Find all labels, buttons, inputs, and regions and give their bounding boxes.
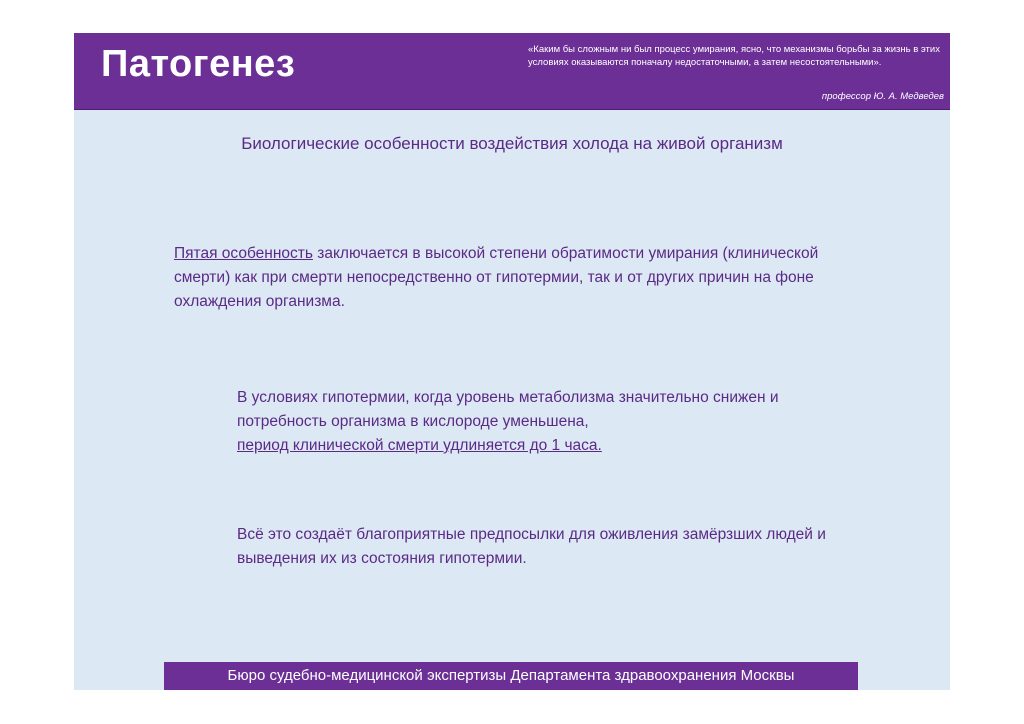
paragraph-conclusion: Всё это создаёт благоприятные предпосылки для оживления замёрзших людей и выведения их из состояния гипотермии.: [237, 526, 826, 567]
paragraph-fifth-feature: [174, 242, 854, 314]
hypothermia-text: В условиях гипотермии, когда уровень метаболизма значительно снижен и потребность организма в кислороде уменьшена,: [237, 389, 779, 430]
clinical-death-emphasis: период клинической смерти удлиняется до 1 часа.: [237, 437, 602, 454]
header-banner: [74, 33, 950, 110]
slide-subtitle: Биологические особенности воздействия холода на живой организм: [241, 134, 783, 153]
fifth-feature-lead: Пятая особенность: [174, 245, 313, 262]
footer-banner: Бюро судебно-медицинской экспертизы Департамента здравоохранения Москвы: [164, 662, 858, 690]
paragraph-hypothermia-conditions: [237, 386, 837, 458]
page-title: Патогенез: [101, 43, 296, 85]
slide: [74, 33, 950, 690]
epigraph-quote: «Каким бы сложным ни был процесс умирания, ясно, что механизмы борьбы за жизнь в этих условиях оказываются поначалу недостаточными, а затем несостоятельными».: [528, 44, 940, 68]
fifth-feature-text: заключается в высокой степени обратимости умирания (клинической смерти) как при смерти непосредственно от гипотермии, так и от других причин на фоне охлаждения организма.: [174, 245, 819, 310]
epigraph-author: профессор Ю. А. Медведев: [821, 91, 944, 102]
